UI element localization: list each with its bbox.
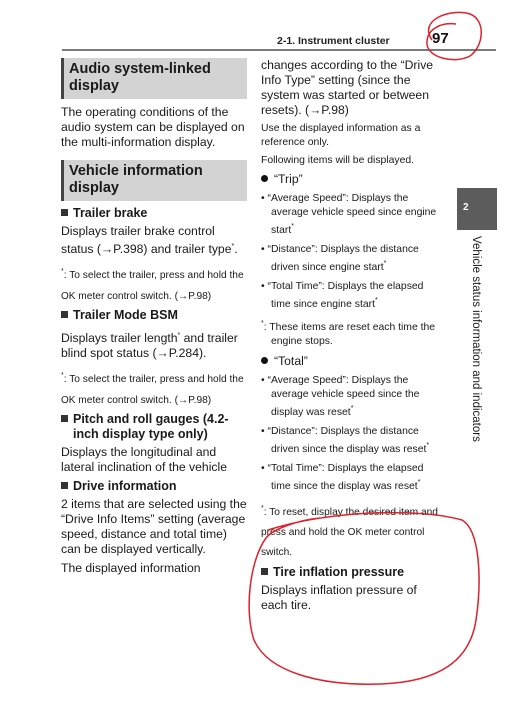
drive-info-text: 2 items that are selected using the “Drive Info Items” setting (average speed, distance and total time) can be displayed vertically. xyxy=(61,497,247,556)
tire-pressure-heading: Tire inflation pressure xyxy=(261,565,443,580)
round-bullet-icon xyxy=(261,175,268,182)
trip-heading: “Trip” xyxy=(261,172,443,187)
trailer-bsm-note: *: To select the trailer, press and hold the OK meter control switch. (→P.98) xyxy=(61,372,244,406)
round-bullet-icon xyxy=(261,357,268,364)
total-distance: • “Distance”: Displays the distance driven since the display was reset* xyxy=(261,426,430,455)
reset-instruction-note: *: To reset, display the desired item and press and hold the OK meter control switch. xyxy=(261,505,438,558)
page-number: 97 xyxy=(432,30,449,47)
audio-section-text: The operating conditions of the audio system can be displayed on the multi-information display. xyxy=(61,105,245,149)
section-header-title: 2-1. Instrument cluster xyxy=(277,35,390,47)
square-bullet-icon xyxy=(61,311,68,318)
trip-average-speed: • “Average Speed”: Displays the average vehicle speed since engine start* xyxy=(261,193,437,236)
square-bullet-icon xyxy=(261,568,268,575)
chapter-tab xyxy=(457,188,497,230)
total-heading: “Total” xyxy=(261,354,443,369)
total-total-time: • “Total Time”: Displays the elapsed time since the display was reset* xyxy=(261,463,424,492)
trip-distance: • “Distance”: Displays the distance driven since engine start* xyxy=(261,244,419,273)
audio-section-heading: Audio system-linked display xyxy=(61,58,247,99)
pitch-roll-heading: Pitch and roll gauges (4.2-inch display type only) xyxy=(61,412,247,442)
left-column xyxy=(61,58,247,580)
drive-info-heading: Drive information xyxy=(61,479,247,494)
trip-reset-note: *: These items are reset each time the engine stops. xyxy=(261,320,436,347)
drive-info-text-cont: The displayed information xyxy=(61,561,201,575)
pitch-roll-text: Displays the longitudinal and lateral inclination of the vehicle xyxy=(61,445,227,474)
chapter-title-vertical: Vehicle status information and indicators xyxy=(470,236,482,442)
trailer-bsm-text: Displays trailer length* and trailer blind spot status (→P.284). xyxy=(61,331,238,360)
chapter-number: 2 xyxy=(463,202,469,213)
vehicle-info-section-heading: Vehicle information display xyxy=(61,160,247,201)
square-bullet-icon xyxy=(61,209,68,216)
following-items: Following items will be displayed. xyxy=(261,155,415,166)
trailer-brake-note: *: To select the trailer, press and hold the OK meter control switch. (→P.98) xyxy=(61,268,244,302)
drive-info-continuation: changes according to the “Drive Info Type” setting (since the system was started or between resets). (→P.98) xyxy=(261,58,434,117)
total-average-speed: • “Average Speed”: Displays the average vehicle speed since the display was reset* xyxy=(261,375,420,418)
trailer-brake-heading: Trailer brake xyxy=(61,206,247,221)
reference-note: Use the displayed information as a reference only. xyxy=(261,123,421,148)
trip-total-time: • “Total Time”: Displays the elapsed time since engine start* xyxy=(261,281,424,310)
tire-pressure-text: Displays inflation pressure of each tire. xyxy=(261,583,417,612)
trailer-brake-text: Displays trailer brake control status (→P.398) and trailer type*. xyxy=(61,224,238,256)
middle-column xyxy=(261,58,443,617)
trailer-bsm-heading: Trailer Mode BSM xyxy=(61,308,247,323)
square-bullet-icon xyxy=(61,482,68,489)
header-rule xyxy=(62,49,496,51)
square-bullet-icon xyxy=(61,415,68,422)
